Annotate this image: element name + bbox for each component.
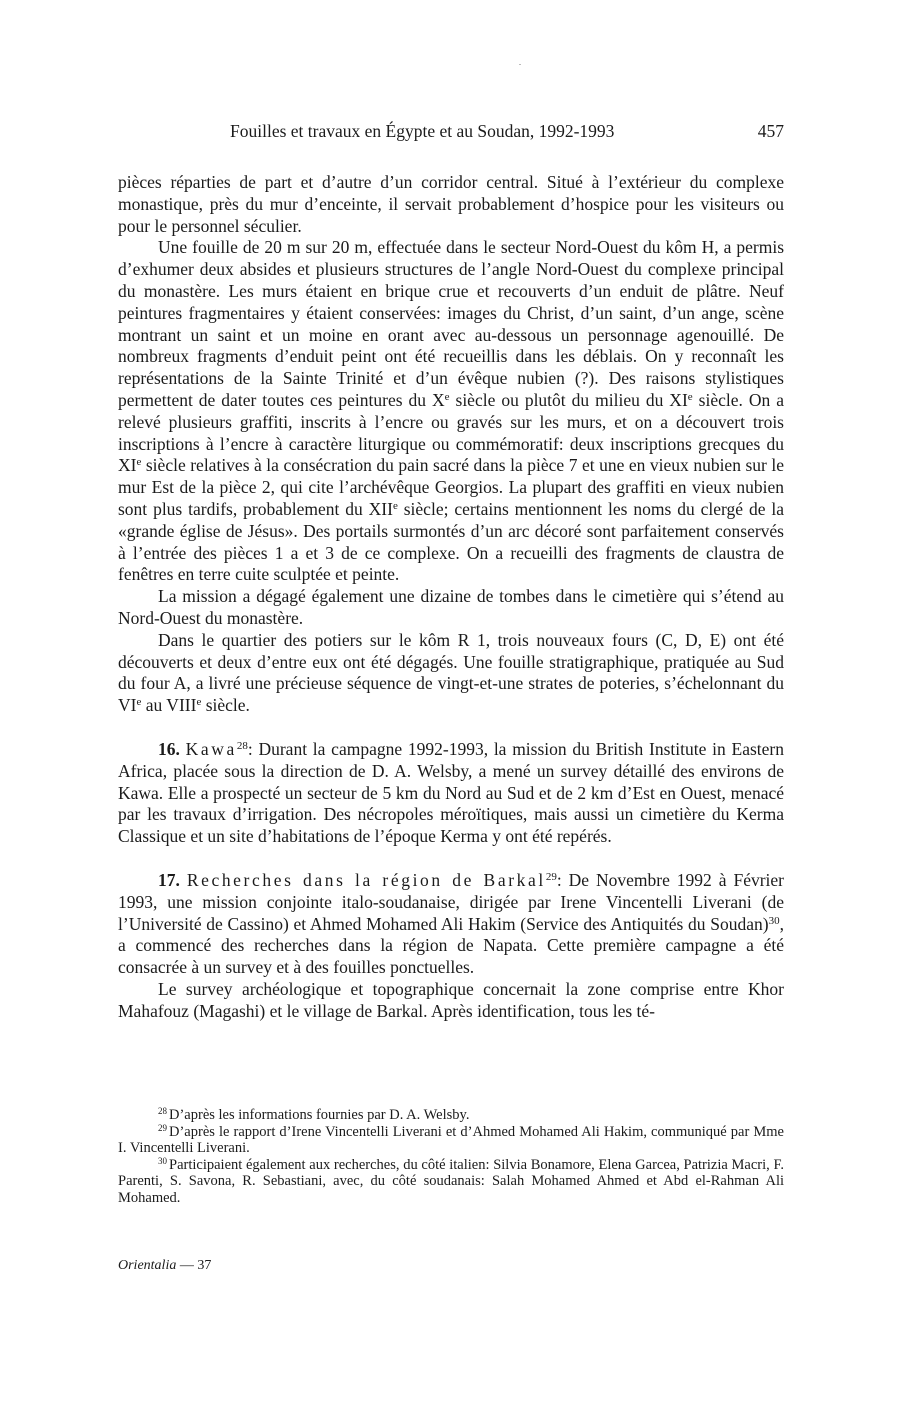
superscript: e — [136, 456, 142, 469]
scan-speck — [519, 64, 521, 65]
superscript: e — [196, 696, 202, 709]
text-run: au VIII — [141, 695, 197, 716]
superscript: e — [444, 390, 450, 403]
running-title: Fouilles et travaux en Égypte et au Soudan, 1992-1993 — [230, 121, 615, 141]
paragraph-potiers — [118, 630, 784, 717]
footnote-ref: 28 — [236, 739, 248, 752]
footnote-30 — [118, 1157, 784, 1207]
text-run: siècle relatives à la consécration du pain sacré dans la pièce 7 et une en vieux nubien sur le mur Est de la pièce 2, qui cite l’archévêque Georgios. La plupart des graffiti en vieux nubien sont plus tardifs, probablement du XII — [118, 455, 784, 519]
footnotes — [118, 1107, 784, 1207]
section-number: 16. — [158, 738, 180, 759]
footnote-text: D’après le rapport d’Irene Vincentelli Liverani et d’Ahmed Mohamed Ali Hakim, communiqué par Mme I. Vincentelli Liverani. — [118, 1123, 784, 1157]
text-run: , a commencé des recherches dans la région de Napata. Cette première campagne a été consacrée à un survey et à des fouilles ponctuelles. — [118, 913, 784, 978]
main-text — [118, 172, 784, 1022]
superscript: e — [687, 390, 693, 403]
footnote-29 — [118, 1124, 784, 1157]
text-run: Dans le quartier des potiers sur le kôm R 1, trois nouveaux fours (C, D, E) ont été découverts et deux d’entre eux ont été dégagés. Une fouille stratigraphique, pratiquée au Sud du four A, a livré une précieuse séquence de vingt-et-une strates de poteries, s’échelonnant du VI — [118, 629, 784, 716]
footnote-number: 28 — [158, 1106, 167, 1116]
section-17-barkal — [118, 870, 784, 979]
footnote-number: 29 — [158, 1122, 167, 1133]
footnote-number: 30 — [158, 1155, 167, 1166]
section-16-kawa — [118, 739, 784, 848]
superscript: e — [136, 696, 142, 709]
superscript: e — [392, 499, 398, 512]
footnote-text: Participaient également aux recherches, du côté italien: Silvia Bonamore, Elena Garcea, Patrizia Macri, F. Parenti, S. Savona, R. Sebastiani, avec, du côté soudanais: Salah Mohamed Ahmed et Abd el-Rahman Ali Mohamed. — [118, 1156, 784, 1206]
folio-number: 37 — [197, 1258, 212, 1273]
page-number: 457 — [757, 121, 784, 141]
footnote-ref: 30 — [768, 914, 780, 927]
paragraph-tombes: La mission a dégagé également une dizaine de tombes dans le cimetière qui s’étend au Nord-Ouest du monastère. — [118, 586, 784, 628]
footnote-28 — [118, 1107, 784, 1124]
text-run: siècle. On a relevé plusieurs graffiti, inscrits à l’encre ou gravés sur les murs, et on a découvert trois inscriptions à l’encre à caractère liturgique ou commémoratif: deux inscriptions grecques du XI — [118, 389, 784, 476]
section-title: Recherches dans la région de Barkal — [186, 869, 546, 890]
section-title: Kawa — [185, 738, 237, 759]
text-run: : Durant la campagne 1992-1993, la mission du British Institute in Eastern Africa, placée sous la direction de D. A. Welsby, a mené un survey détaillé des environs de Kawa. Elle a prospecté un secteur de 5 km du Nord au Sud et de 2 km d’Est en Ouest, menacé par les travaux d’irrigation. Des nécropoles méroïtiques, mais aussi un cimetière du Kerma Classique et un site d’habitations de l’époque Kerma y ont été repérés. — [118, 738, 784, 847]
footnote-ref: 29 — [545, 870, 557, 883]
journal-folio — [118, 1258, 211, 1274]
text-run: siècle ou plutôt du milieu du XI — [449, 389, 688, 410]
journal-name: Orientalia — [118, 1258, 177, 1273]
text-run: siècle. — [201, 695, 250, 716]
footnote-text: D’après les informations fournies par D. A. Welsby. — [169, 1107, 470, 1123]
paragraph-survey: Le survey archéologique et topographique concernait la zone comprise entre Khor Mahafouz (Magashi) et le village de Barkal. Après identification, tous les té- — [118, 978, 784, 1021]
paragraph-kom-h — [118, 237, 784, 586]
text-run: Une fouille de 20 m sur 20 m, effectuée dans le secteur Nord-Ouest du kôm H, a permis d’exhumer deux absides et plusieurs structures de l’angle Nord-Ouest du complexe principal du monastère. Les murs étaient en brique crue et recouverts d’un enduit de plâtre. Neuf peintures fragmentaires y étaient conservées: images du Christ, d’un saint, d’un ange, scène montrant un saint et un moine en orant avec au-dessous un personnage agenouillé. De nombreux fragments d’enduit peint ont été recueillis dans les déblais. On y reconnaît les représentations de la Sainte Trinité et d’un évêque nubien (?). Des raisons stylistiques permettent de dater toutes ces peintures du X — [118, 237, 784, 410]
paragraph-continuation: pièces réparties de part et d’autre d’un corridor central. Situé à l’extérieur du complexe monastique, près du mur d’enceinte, il servait probablement d’hospice pour les visiteurs ou pour le personnel séculier. — [118, 172, 784, 236]
folio-dash: — — [176, 1258, 198, 1273]
text-run: siècle; certains mentionnent les noms du clergé de la «grande église de Jésus». Des portails surmontés d’un arc décoré sont parfaitement conservés à l’entrée des pièces 1 a et 3 de ce complexe. On a recueilli des fragments de claustra de fenêtres en terre cuite sculptée et peinte. — [118, 498, 784, 585]
section-number: 17. — [158, 869, 180, 890]
text-run: : De Novembre 1992 à Février 1993, une mission conjointe italo-soudanaise, dirigée par Irene Vincentelli Liverani (de l’Université de Cassino) et Ahmed Mohamed Ali Hakim (Service des Antiquités du Soudan) — [118, 869, 784, 934]
